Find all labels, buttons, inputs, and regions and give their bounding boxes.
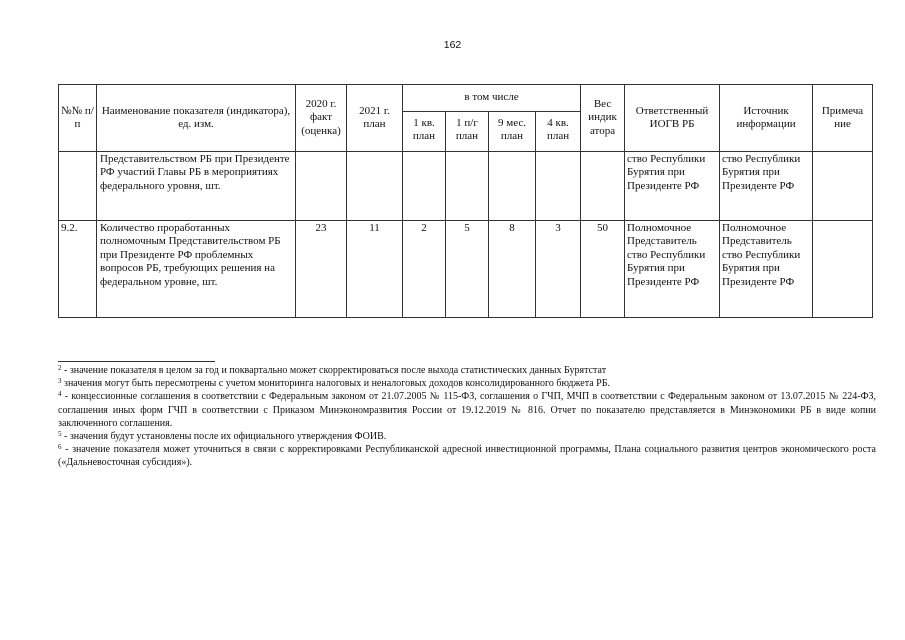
cell-q1: 2 (403, 221, 446, 318)
footnote (58, 377, 876, 390)
footnote-separator (58, 361, 215, 362)
header-q4: 4 кв. план (536, 112, 581, 152)
cell-m9: 8 (489, 221, 536, 318)
cell-source: ство Республики Бурятия при Президенте РФ (720, 152, 813, 221)
header-group: в том числе (403, 85, 581, 112)
cell-responsible: ство Республики Бурятия при Президенте РФ (625, 152, 720, 221)
cell-fact-2020: 23 (296, 221, 347, 318)
header-m9: 9 мес. план (489, 112, 536, 152)
cell-weight (581, 152, 625, 221)
footnote-text: значения могут быть пересмотрены с учетом мониторинга налоговых и неналоговых доходов консолидированного бюджета РБ. (61, 378, 610, 390)
cell-h1: 5 (446, 221, 489, 318)
footnote (58, 430, 876, 443)
footnote (58, 390, 876, 430)
header-note: Примеча ние (813, 85, 873, 152)
footnote-text: - концессионные соглашения в соответствии с Федеральным законом от 21.07.2005 № 115-ФЗ, соглашения о ГЧП, МЧП в соответствии с Федеральным законом от 13.07.2015 № 224-ФЗ, соглашения иных форм ГЧП в соответствии с Приказом Минэкономразвития России от 19.12.2019 № 816. Отчет по показателю представляется в Минэкономики РБ в виде копии заключенного соглашения. (58, 391, 876, 429)
footnote-text: - значения будут установлены после их официального утверждения ФОИВ. (61, 431, 387, 443)
table-row (59, 221, 873, 318)
cell-note (813, 221, 873, 318)
header-q1: 1 кв. план (403, 112, 446, 152)
cell-name: Представительством РБ при Президенте РФ участий Главы РБ в мероприятиях федерального уровня, шт. (97, 152, 296, 221)
header-num: №№ п/п (59, 85, 97, 152)
footnote-mark: 6 (58, 443, 62, 452)
page-number: 162 (443, 39, 462, 51)
cell-fact-2020 (296, 152, 347, 221)
footnotes (58, 364, 876, 470)
header-name: Наименование показателя (индикатора), ед. изм. (97, 85, 296, 152)
cell-plan-2021: 11 (347, 221, 403, 318)
footnote-text: - значение показателя может уточниться в связи с корректировками Республиканской адресной инвестиционной программы, Плана социального развития центров экономического роста («Дальневосточная субсидия»). (58, 444, 876, 469)
table-row (59, 152, 873, 221)
footnote-mark: 3 (58, 377, 62, 386)
cell-m9 (489, 152, 536, 221)
header-responsible: Ответственный ИОГВ РБ (625, 85, 720, 152)
cell-q1 (403, 152, 446, 221)
cell-note (813, 152, 873, 221)
header-fact-2020: 2020 г. факт (оценка) (296, 85, 347, 152)
cell-weight: 50 (581, 221, 625, 318)
footnote-mark: 4 (58, 390, 62, 399)
cell-num: 9.2. (59, 221, 97, 318)
cell-q4: 3 (536, 221, 581, 318)
cell-source: Полномочное Представитель ство Республики Бурятия при Президенте РФ (720, 221, 813, 318)
cell-responsible: Полномочное Представитель ство Республики Бурятия при Президенте РФ (625, 221, 720, 318)
footnote-text: - значение показателя в целом за год и поквартально может скорректироваться после выхода статистических данных Бурятстат (61, 365, 607, 376)
header-h1: 1 п/г план (446, 112, 489, 152)
table-header-row (59, 85, 873, 112)
header-source: Источник информации (720, 85, 813, 152)
indicator-table (58, 84, 873, 318)
cell-plan-2021 (347, 152, 403, 221)
footnote-mark: 2 (58, 364, 62, 372)
header-plan-2021: 2021 г. план (347, 85, 403, 152)
cell-h1 (446, 152, 489, 221)
footnote-mark: 5 (58, 430, 62, 439)
footnote (58, 443, 876, 469)
cell-num (59, 152, 97, 221)
footnote (58, 364, 876, 377)
cell-q4 (536, 152, 581, 221)
cell-name: Количество проработанных полномочным Представительством РБ при Президенте РФ проблемных вопросов РБ, требующих решения на федеральном уровне, шт. (97, 221, 296, 318)
header-weight: Вес индик атора (581, 85, 625, 152)
